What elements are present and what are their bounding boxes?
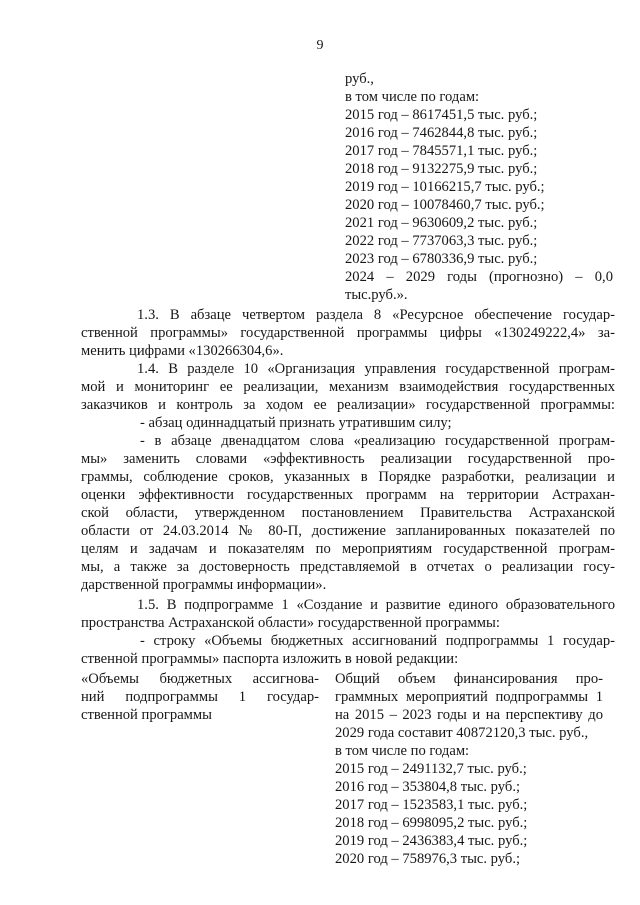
text-line: области от 24.03.2014 № 80-П, достижение запланированных показателей по <box>81 523 615 539</box>
text-line: целям и задачам и показателям по мероприятиям государственной програм- <box>81 541 615 557</box>
page-number: 9 <box>316 38 324 53</box>
table-cell-left-line: ственной программы <box>81 707 212 723</box>
table-cell-right-line: 2020 год – 758976,3 тыс. руб.; <box>335 851 521 867</box>
table-cell-right-line: 2029 года составит 40872120,3 тыс. руб., <box>335 725 589 741</box>
text-line: 1.5. В подпрограмме 1 «Создание и развитие единого образовательного <box>137 597 615 613</box>
text-line: 2017 год – 7845571,1 тыс. руб.; <box>345 143 538 159</box>
bullet-line: - строку «Объемы бюджетных ассигнований подпрограммы 1 государ- <box>140 633 615 649</box>
text-line: оценки эффективности государственных программ на территории Астрахан- <box>81 487 615 503</box>
text-line: 2019 год – 10166215,7 тыс. руб.; <box>345 179 545 195</box>
text-line: 2023 год – 6780336,9 тыс. руб.; <box>345 251 538 267</box>
bullet-line: - в абзаце двенадцатом слова «реализацию государственной програм- <box>140 433 615 449</box>
text-line: 2015 год – 8617451,5 тыс. руб.; <box>345 107 538 123</box>
text-line: 2022 год – 7737063,3 тыс. руб.; <box>345 233 538 249</box>
table-cell-right-line: на 2015 – 2023 годы и на перспективу до <box>335 707 603 723</box>
text-line: 2024 – 2029 годы (прогнозно) – 0,0 <box>345 269 613 285</box>
table-cell-right-line: граммных мероприятий подпрограммы 1 <box>335 689 603 705</box>
text-line: пространства Астраханской области» государственной программы: <box>81 615 500 631</box>
text-line: 2016 год – 7462844,8 тыс. руб.; <box>345 125 538 141</box>
text-line: мы» заменить словами «эффективность реализации государственной про- <box>81 451 615 467</box>
text-line: дарственной программы информации». <box>81 577 327 593</box>
table-cell-right-line: Общий объем финансирования про- <box>335 671 603 687</box>
text-line: в том числе по годам: <box>345 89 480 105</box>
table-cell-right-line: 2016 год – 353804,8 тыс. руб.; <box>335 779 521 795</box>
table-cell-left-line: ний подпрограммы 1 государ- <box>81 689 319 705</box>
text-line: мы, а также за достоверность представляемой в отчетах о реализации госу- <box>81 559 615 575</box>
text-line: мой и мониторинг ее реализации, механизм взаимодействия государственных <box>81 379 615 395</box>
text-line: ственной программы» государственной программы цифры «130249222,4» за- <box>81 325 615 341</box>
table-cell-right-line: в том числе по годам: <box>335 743 470 759</box>
text-line: 2021 год – 9630609,2 тыс. руб.; <box>345 215 538 231</box>
text-line: руб., <box>345 71 374 87</box>
text-line: заказчиков и контроль за ходом ее реализации» государственной программы: <box>81 397 615 413</box>
text-line: 1.4. В разделе 10 «Организация управления государственной програм- <box>137 361 615 377</box>
text-line: 2018 год – 9132275,9 тыс. руб.; <box>345 161 538 177</box>
table-cell-right-line: 2017 год – 1523583,1 тыс. руб.; <box>335 797 528 813</box>
text-line: тыс.руб.». <box>345 287 408 303</box>
bullet-line: - абзац одиннадцатый признать утратившим силу; <box>140 415 452 431</box>
table-cell-left-line: «Объемы бюджетных ассигнова- <box>81 671 319 687</box>
text-line: менить цифрами «130266304,6». <box>81 343 284 359</box>
table-cell-right-line: 2019 год – 2436383,4 тыс. руб.; <box>335 833 528 849</box>
text-line: ственной программы» паспорта изложить в новой редакции: <box>81 651 459 667</box>
text-line: 2020 год – 10078460,7 тыс. руб.; <box>345 197 545 213</box>
text-line: ской области, утвержденном постановлением Правительства Астраханской <box>81 505 615 521</box>
text-line: 1.3. В абзаце четвертом раздела 8 «Ресурсное обеспечение государ- <box>137 307 615 323</box>
text-line: граммы, соблюдение сроков, указанных в Порядке разработки, реализации и <box>81 469 615 485</box>
table-cell-right-line: 2015 год – 2491132,7 тыс. руб.; <box>335 761 527 777</box>
table-cell-right-line: 2018 год – 6998095,2 тыс. руб.; <box>335 815 528 831</box>
